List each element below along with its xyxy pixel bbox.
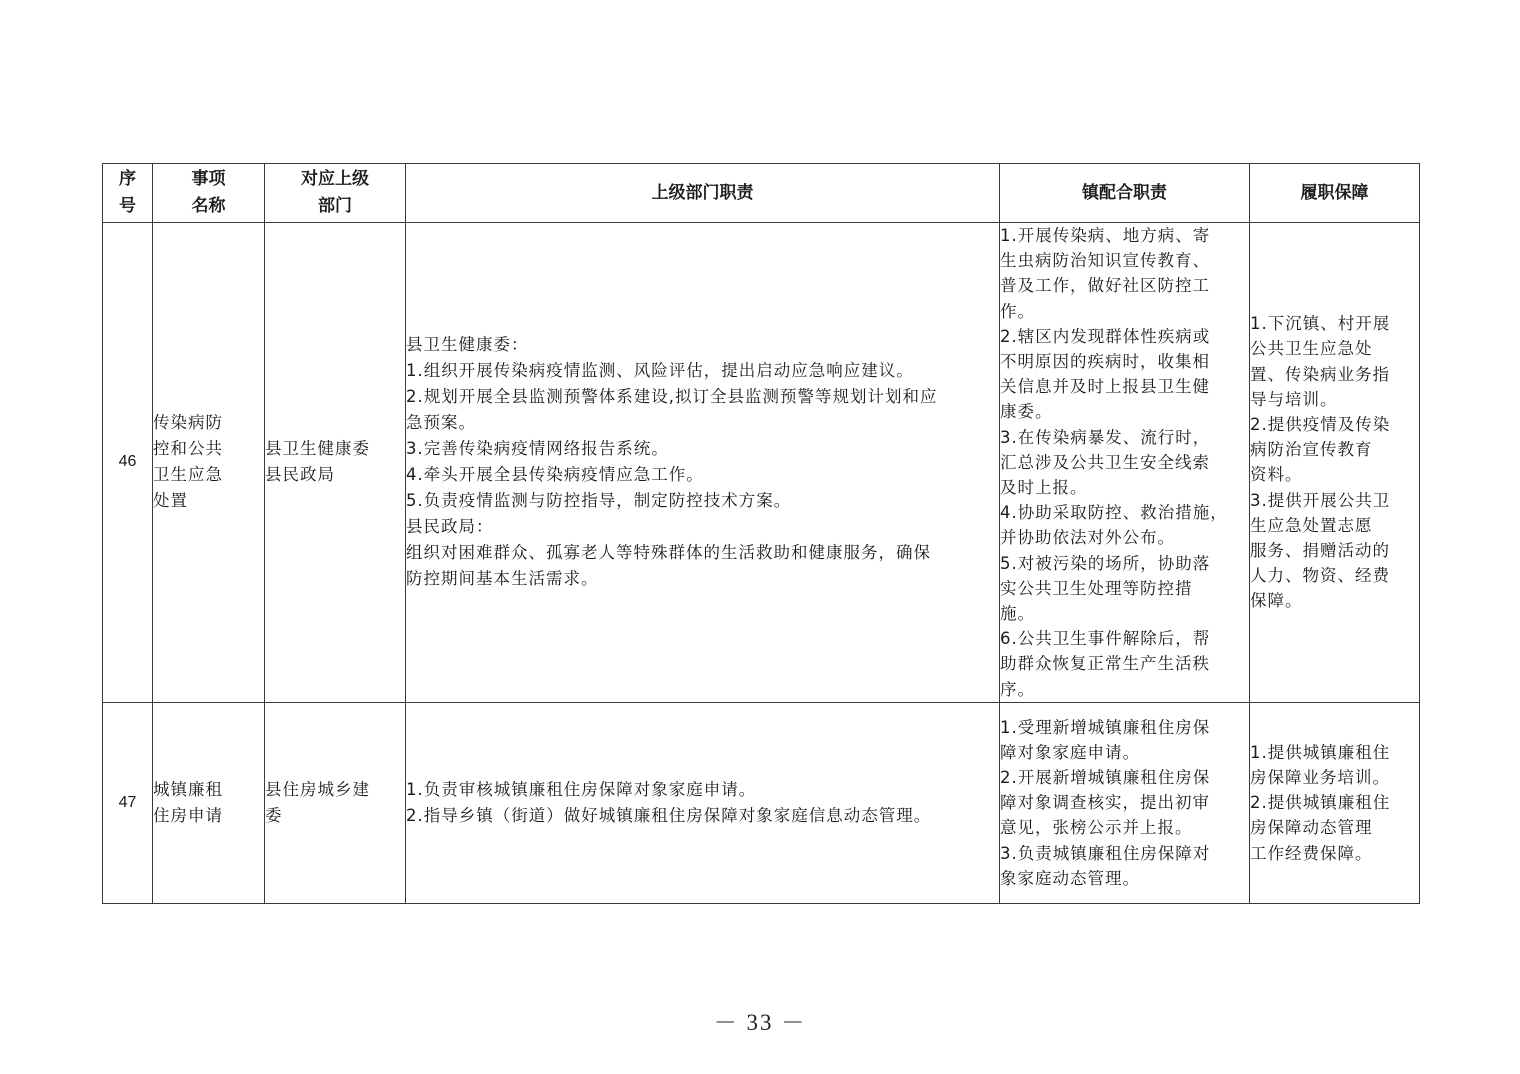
row-guarantee: 1.下沉镇、村开展 公共卫生应急处 置、传染病业务指 导与培训。 2.提供疫情及传染 病防治宣传教育 资料。 3.提供开展公共卫 生应急处置志愿 服务、捐赠活动的 人力、物资、经费 保障。 bbox=[1250, 223, 1420, 703]
header-upper-department: 对应上级 部门 bbox=[265, 164, 406, 223]
row-town-duties: 1.受理新增城镇廉租住房保 障对象家庭申请。 2.开展新增城镇廉租住房保 障对象调查核实，提出初审 意见，张榜公示并上报。 3.负责城镇廉租住房保障对 象家庭动态管理。 bbox=[1000, 702, 1250, 903]
row-upper-department: 县住房城乡建 委 bbox=[265, 702, 406, 903]
header-item-name: 事项 名称 bbox=[153, 164, 265, 223]
table-row bbox=[103, 223, 1420, 703]
row-seq: 47 bbox=[103, 702, 153, 903]
header-town-duties: 镇配合职责 bbox=[1000, 164, 1250, 223]
page-number: － 33 － bbox=[713, 1010, 807, 1035]
header-seq: 序 号 bbox=[103, 164, 153, 223]
row-town-duties: 1.开展传染病、地方病、寄 生虫病防治知识宣传教育、 普及工作，做好社区防控工 作。 2.辖区内发现群体性疾病或 不明原因的疾病时，收集相 关信息并及时上报县卫生健 康委。 3.在传染病暴发、流行时， 汇总涉及公共卫生安全线索 及时上报。 4.协助采取防控、救治措施， 并协助依法对外公布。 5.对被污染的场所，协助落 实公共卫生处理等防控措 施。 6.公共卫生事件解除后，帮 助群众恢复正常生产生活秩 序。 bbox=[1000, 223, 1250, 703]
row-guarantee: 1.提供城镇廉租住 房保障业务培训。 2.提供城镇廉租住 房保障动态管理 工作经费保障。 bbox=[1250, 702, 1420, 903]
responsibility-table bbox=[102, 163, 1420, 904]
row-upper-duties: 县卫生健康委： 1.组织开展传染病疫情监测、风险评估，提出启动应急响应建议。 2.规划开展全县监测预警体系建设,拟订全县监测预警等规划计划和应 急预案。 3.完善传染病疫情网络报告系统。 4.牵头开展全县传染病疫情应急工作。 5.负责疫情监测与防控指导，制定防控技术方案。 县民政局： 组织对困难群众、孤寡老人等特殊群体的生活救助和健康服务，确保 防控期间基本生活需求。 bbox=[406, 223, 1000, 703]
row-upper-department: 县卫生健康委 县民政局 bbox=[265, 223, 406, 703]
table-header-row bbox=[103, 164, 1420, 223]
row-item-name: 传染病防 控和公共 卫生应急 处置 bbox=[153, 223, 265, 703]
row-seq: 46 bbox=[103, 223, 153, 703]
header-upper-duties: 上级部门职责 bbox=[406, 164, 1000, 223]
table-row bbox=[103, 702, 1420, 903]
row-item-name: 城镇廉租 住房申请 bbox=[153, 702, 265, 903]
header-guarantee: 履职保障 bbox=[1250, 164, 1420, 223]
row-upper-duties: 1.负责审核城镇廉租住房保障对象家庭申请。 2.指导乡镇（街道）做好城镇廉租住房保障对象家庭信息动态管理。 bbox=[406, 702, 1000, 903]
